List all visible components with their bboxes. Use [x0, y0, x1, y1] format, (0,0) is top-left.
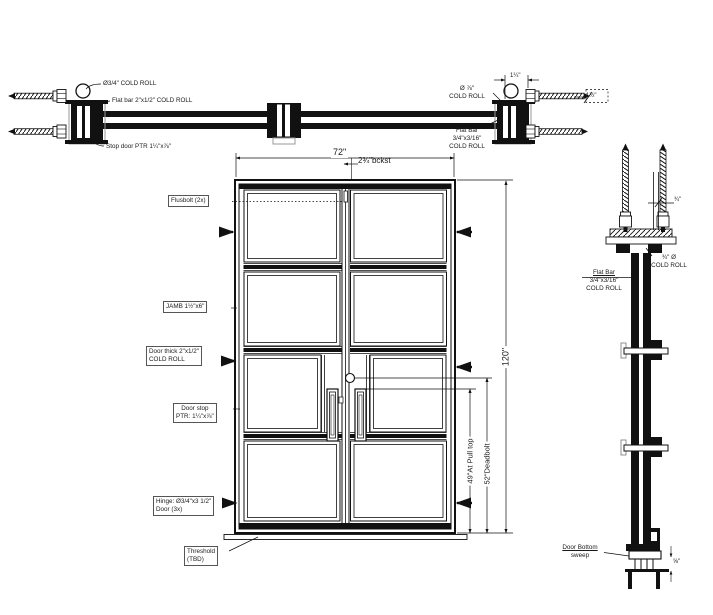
- right-rod-label: Ø ⅞" COLD ROLL: [449, 85, 485, 100]
- deadbolt-cylinder: [346, 374, 355, 383]
- threshold-line: [224, 535, 467, 540]
- stop-door-label: Stop door PTR 1¼"x⅞": [106, 143, 172, 150]
- left-screws: [8, 90, 66, 139]
- flushbolt-label: Flusbolt (2x): [168, 195, 209, 207]
- deadbolt-height-dim-text: 52"Deadbolt: [482, 443, 492, 485]
- door-stop-label: Door stop PTR: 1¼"x⅞": [173, 403, 217, 423]
- center-muntin-profile: [267, 103, 301, 144]
- jamb-label: JAMB 1½"x6": [163, 301, 207, 313]
- backset-dim-text: 2¾"bckst: [358, 156, 391, 165]
- threshold-label: Threshold (TBD): [184, 546, 218, 566]
- cold-roll-rod-circle: [76, 84, 90, 98]
- rod-label: Ø3/4" COLD ROLL: [103, 80, 157, 87]
- height-dim-text: 120": [500, 347, 511, 367]
- section-flatbar-label: Flat Bar 3/4"x3/16" COLD ROLL: [586, 269, 622, 292]
- section-rod-label: ¾" Ø COLD ROLL: [651, 254, 687, 269]
- jamb-section-view: [582, 144, 676, 590]
- screw-dim-text: 1½": [586, 93, 597, 99]
- latch-keeper: [339, 397, 343, 403]
- jamb-dim-text: 1¼": [510, 73, 521, 79]
- hinge-label: Hinge: Ø3/4"x3 1/2" Door (3x): [153, 496, 214, 516]
- flatbar-label: Flat bar 2"x1/2" COLD ROLL: [112, 97, 193, 104]
- pull-height-dim-text: 49"At Pull top: [465, 438, 475, 484]
- right-flatbar-label: Flat Bar 3/4"x3/16" COLD ROLL: [449, 127, 485, 150]
- section-head-assembly: [606, 229, 676, 253]
- section-screws: [620, 144, 675, 233]
- flushbolt: [344, 191, 348, 202]
- left-jamb-profile: [65, 84, 108, 144]
- width-dim-text: 72": [333, 147, 347, 157]
- sweep-dim-text: ⅝": [673, 559, 681, 565]
- head-plan-view: [8, 75, 608, 146]
- screw-gap-dim-text: ¾": [674, 197, 682, 203]
- right-rod-leader: [493, 93, 501, 101]
- cold-roll-rod-circle: [504, 84, 518, 98]
- sweep-label: Door Bottom sweep: [562, 544, 598, 559]
- door-frame: [235, 180, 455, 533]
- door-bottom-sweep: [625, 546, 671, 589]
- door-thick-label: Door thick 2"x1/2" COLD ROLL: [146, 346, 202, 366]
- door-elevation: [219, 153, 513, 551]
